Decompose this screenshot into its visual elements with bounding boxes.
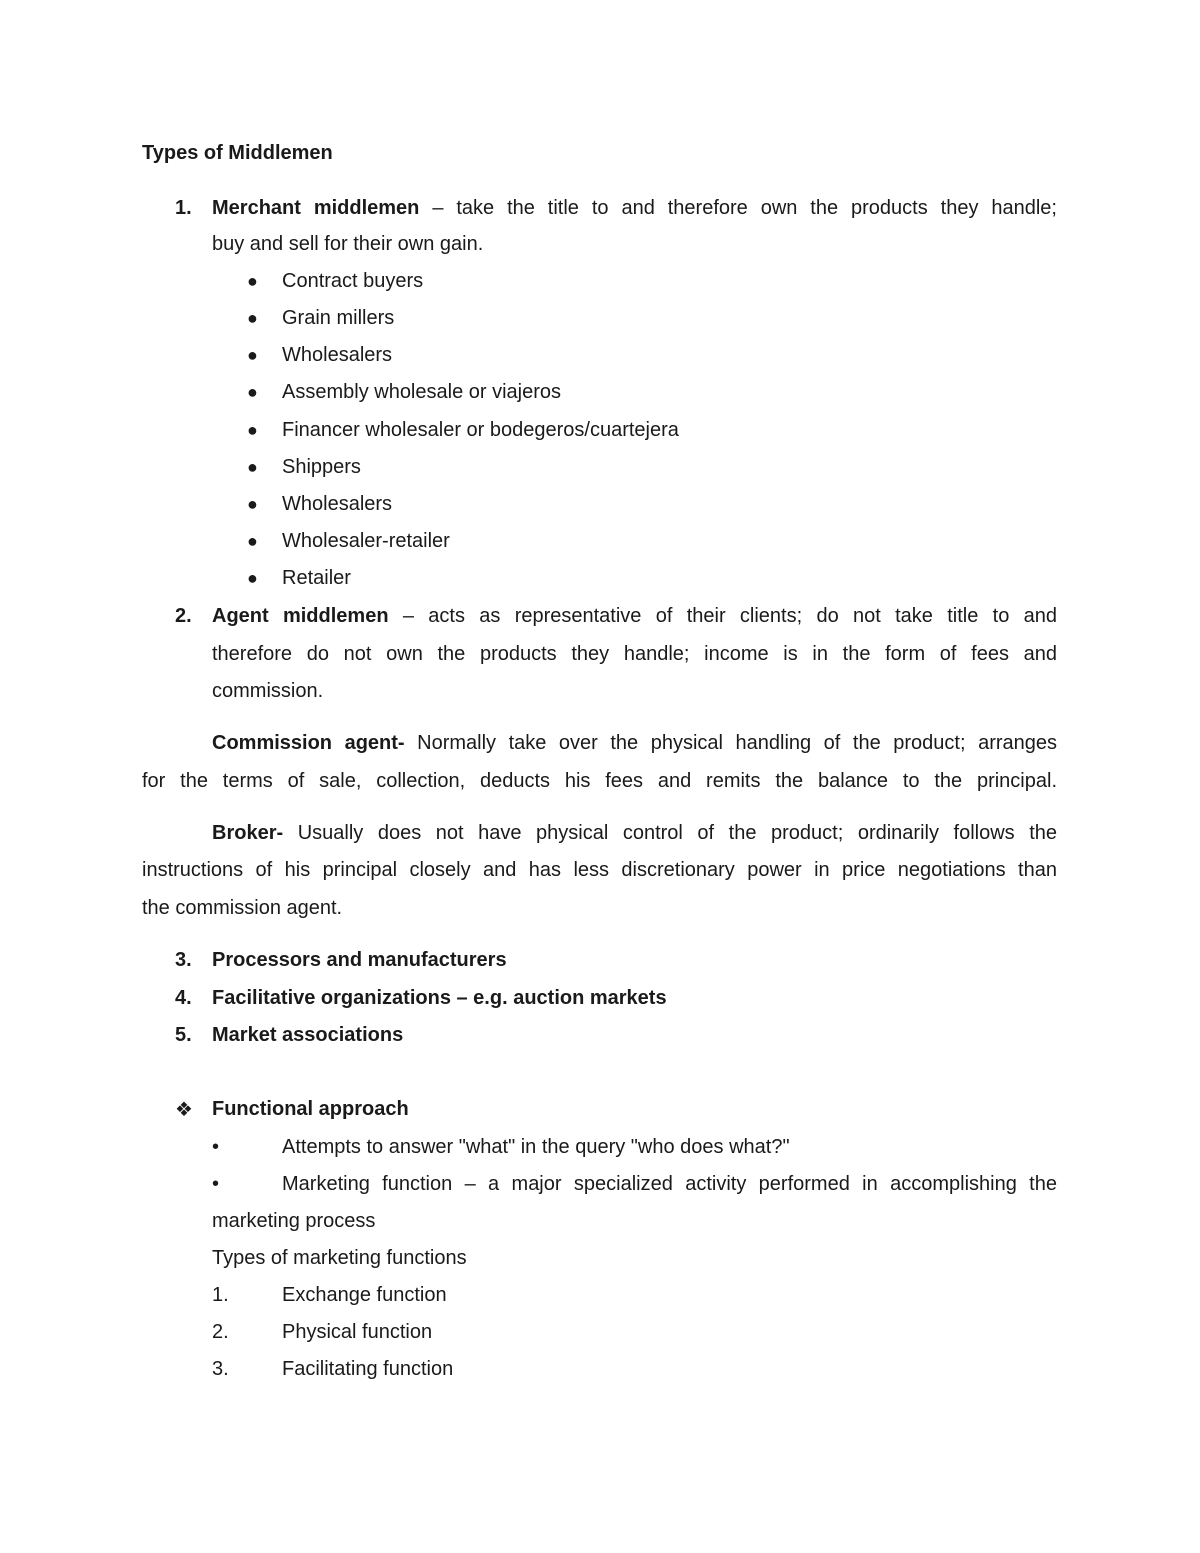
type-item: Exchange function — [282, 1284, 447, 1306]
bullet-icon: • — [212, 1136, 220, 1158]
agent-middlemen-line-1 — [212, 605, 1057, 628]
type-item: Physical function — [282, 1321, 433, 1343]
bullet-icon: ● — [247, 457, 258, 477]
bullet-icon: ● — [247, 568, 258, 588]
list-number-3: 3. — [175, 949, 192, 971]
type-number-2: 2. — [212, 1321, 229, 1343]
type-number-1: 1. — [212, 1284, 229, 1306]
bullet-icon: ● — [247, 494, 258, 514]
broker-line-1 — [212, 822, 1057, 845]
facilitative-item: Facilitative organizations – e.g. auction markets — [212, 987, 667, 1009]
commission-agent-term: Commission agent- — [212, 732, 405, 754]
processors-item: Processors and manufacturers — [212, 949, 507, 971]
list-item: Shippers — [282, 456, 361, 478]
list-item: Grain millers — [282, 307, 395, 329]
merchant-middlemen-desc: – take the title to and therefore own the products they handle; — [432, 197, 1057, 219]
list-number-5: 5. — [175, 1024, 192, 1046]
list-item: Contract buyers — [282, 270, 424, 292]
functional-bullet-2-line-1: Marketing function – a major specialized activity performed in accomplishing the — [282, 1173, 1057, 1195]
list-item: Financer wholesaler or bodegeros/cuartejera — [282, 419, 679, 441]
list-number-4: 4. — [175, 987, 192, 1009]
agent-middlemen-line-2: therefore do not own the products they handle; income is in the form of fees and — [212, 643, 1057, 665]
bullet-icon: ● — [247, 382, 258, 402]
types-heading: Types of marketing functions — [212, 1247, 467, 1269]
list-item: Wholesaler-retailer — [282, 530, 450, 552]
bullet-icon: ● — [247, 420, 258, 440]
list-item: Retailer — [282, 567, 351, 589]
functional-approach-heading: Functional approach — [212, 1098, 409, 1120]
broker-desc: Usually does not have physical control of the product; ordinarily follows the — [297, 822, 1057, 844]
agent-middlemen-desc: – acts as representative of their clients; do not take title to and — [402, 605, 1058, 627]
merchant-middlemen-line-1 — [212, 197, 1057, 220]
diamond-bullet-icon: ❖ — [175, 1099, 193, 1121]
broker-line-3: the commission agent. — [142, 897, 343, 919]
type-item: Facilitating function — [282, 1358, 454, 1380]
bullet-icon: ● — [247, 308, 258, 328]
broker-line-2: instructions of his principal closely and has less discretionary power in price negotiations than — [142, 859, 1057, 881]
bullet-icon: ● — [247, 345, 258, 365]
list-item: Wholesalers — [282, 344, 393, 366]
list-number-2: 2. — [175, 605, 192, 627]
functional-bullet-2-line-2: marketing process — [212, 1210, 376, 1232]
merchant-middlemen-line-2: buy and sell for their own gain. — [212, 233, 484, 255]
list-item: Assembly wholesale or viajeros — [282, 381, 562, 403]
page-title: Types of Middlemen — [142, 142, 333, 164]
bullet-icon: ● — [247, 531, 258, 551]
bullet-icon: ● — [247, 271, 258, 291]
agent-middlemen-line-3: commission. — [212, 680, 324, 702]
commission-agent-desc: Normally take over the physical handling of the product; arranges — [417, 732, 1058, 754]
list-item: Wholesalers — [282, 493, 393, 515]
functional-bullet-1: Attempts to answer "what" in the query "who does what?" — [282, 1136, 790, 1158]
merchant-middlemen-term: Merchant middlemen — [212, 197, 420, 219]
agent-middlemen-term: Agent middlemen — [212, 605, 389, 627]
market-associations-item: Market associations — [212, 1024, 404, 1046]
type-number-3: 3. — [212, 1358, 229, 1380]
broker-term: Broker- — [212, 822, 284, 844]
commission-agent-line-2: for the terms of sale, collection, deducts his fees and remits the balance to the principal. — [142, 770, 1057, 792]
bullet-icon: • — [212, 1173, 220, 1195]
commission-agent-line-1 — [212, 732, 1057, 755]
list-number-1: 1. — [175, 197, 192, 219]
